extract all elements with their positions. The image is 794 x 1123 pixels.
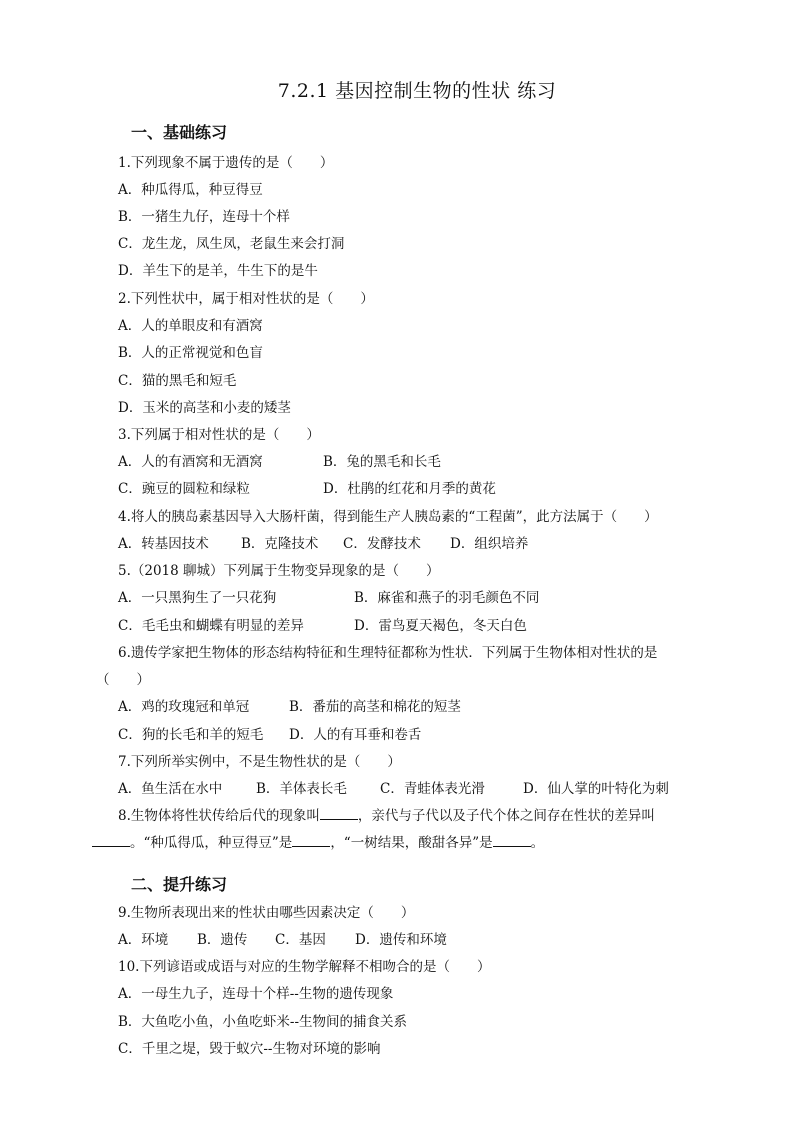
question-6-option-a: A．鸡的玫瑰冠和单冠	[118, 699, 250, 715]
question-6-stem: 6.遗传学家把生物体的形态结构特征和生理特征都称为性状．下列属于生物体相对性状的是	[118, 645, 658, 661]
question-1-option-c: C．龙生龙，凤生凤，老鼠生来会打洞	[118, 236, 345, 252]
question-3-option-c: C．豌豆的圆粒和绿粒	[118, 481, 250, 497]
page-title: 7.2.1 基因控制生物的性状 练习	[277, 80, 557, 102]
question-5-option-a: A．一只黑狗生了一只花狗	[118, 590, 277, 606]
question-4-option-a: A．转基因技术	[118, 536, 209, 552]
question-1-option-a: A．种瓜得瓜，种豆得豆	[118, 182, 263, 198]
question-7-option-c: C．青蛙体表光滑	[380, 781, 485, 797]
question-2-option-a: A．人的单眼皮和有酒窝	[118, 318, 263, 334]
answer-blank-2[interactable]	[92, 834, 130, 847]
question-9-option-c: C．基因	[275, 932, 326, 948]
question-7-option-a: A．鱼生活在水中	[118, 781, 223, 797]
question-7-option-d: D．仙人掌的叶特化为刺	[523, 781, 669, 797]
question-7-stem: 7.下列所举实例中，不是生物性状的是（ ）	[118, 754, 401, 770]
question-8-line-1	[118, 806, 655, 826]
question-8-text-1: 8.生物体将性状传给后代的现象叫	[118, 808, 320, 824]
question-8-text-2: ，亲代与子代以及子代个体之间存在性状的差异叫	[357, 808, 655, 824]
section-heading-advanced: 二、提升练习	[131, 875, 228, 894]
question-8-text-5: 。	[530, 835, 545, 851]
question-5-stem: 5.（2018 聊城）下列属于生物变异现象的是（ ）	[118, 563, 440, 579]
question-2-option-b: B．人的正常视觉和色盲	[118, 345, 263, 361]
question-8-line-2	[92, 833, 544, 853]
question-8-text-3: 。“种瓜得瓜，种豆得豆”是	[130, 835, 293, 851]
question-3-option-b: B．兔的黑毛和长毛	[323, 454, 441, 470]
question-4-stem: 4.将人的胰岛素基因导入大肠杆菌，得到能生产人胰岛素的“工程菌”，此方法属于（ ）	[118, 509, 658, 525]
question-2-option-c: C．猫的黑毛和短毛	[118, 373, 237, 389]
question-3-option-d: D．杜鹃的红花和月季的黄花	[323, 481, 496, 497]
answer-blank-1[interactable]	[320, 807, 358, 820]
question-4-option-d: D．组织培养	[450, 536, 529, 552]
question-2-option-d: D．玉米的高茎和小麦的矮茎	[118, 400, 291, 416]
question-5-option-b: B．麻雀和燕子的羽毛颜色不同	[354, 590, 540, 606]
question-6-option-b: B．番茄的高茎和棉花的短茎	[289, 699, 461, 715]
question-7-option-b: B．羊体表长毛	[256, 781, 347, 797]
question-9-option-a: A．环境	[118, 932, 169, 948]
question-1-option-d: D．羊生下的是羊，牛生下的是牛	[118, 263, 318, 279]
answer-blank-4[interactable]	[493, 834, 531, 847]
question-9-stem: 9.生物所表现出来的性状由哪些因素决定（ ）	[118, 905, 415, 921]
question-5-option-c: C．毛毛虫和蝴蝶有明显的差异	[118, 618, 304, 634]
question-10-option-c: C．千里之堤，毁于蚁穴--生物对环境的影响	[118, 1041, 381, 1057]
question-4-option-b: B．克隆技术	[241, 536, 319, 552]
question-1-stem: 1.下列现象不属于遗传的是（ ）	[118, 155, 334, 171]
question-2-stem: 2.下列性状中，属于相对性状的是（ ）	[118, 291, 374, 307]
question-3-stem: 3.下列属于相对性状的是（ ）	[118, 427, 320, 443]
question-5-option-d: D．雷鸟夏天褐色，冬天白色	[354, 618, 527, 634]
answer-blank-3[interactable]	[292, 834, 330, 847]
question-10-option-a: A．一母生九子，连母十个样--生物的遗传现象	[118, 986, 394, 1002]
question-10-stem: 10.下列谚语或成语与对应的生物学解释不相吻合的是（ ）	[118, 959, 491, 975]
question-9-option-b: B．遗传	[197, 932, 248, 948]
question-8-text-4: ，“一树结果，酸甜各异”是	[330, 835, 493, 851]
question-1-option-b: B．一猪生九仔，连母十个样	[118, 209, 290, 225]
question-9-option-d: D．遗传和环境	[355, 932, 447, 948]
question-6-stem-continued: （ ）	[96, 672, 150, 688]
question-6-option-c: C．狗的长毛和羊的短毛	[118, 727, 264, 743]
question-4-option-c: C．发酵技术	[343, 536, 421, 552]
question-3-option-a: A．人的有酒窝和无酒窝	[118, 454, 263, 470]
section-heading-basic: 一、基础练习	[131, 123, 228, 142]
question-10-option-b: B．大鱼吃小鱼，小鱼吃虾米--生物间的捕食关系	[118, 1014, 408, 1030]
question-6-option-d: D．人的有耳垂和卷舌	[289, 727, 422, 743]
